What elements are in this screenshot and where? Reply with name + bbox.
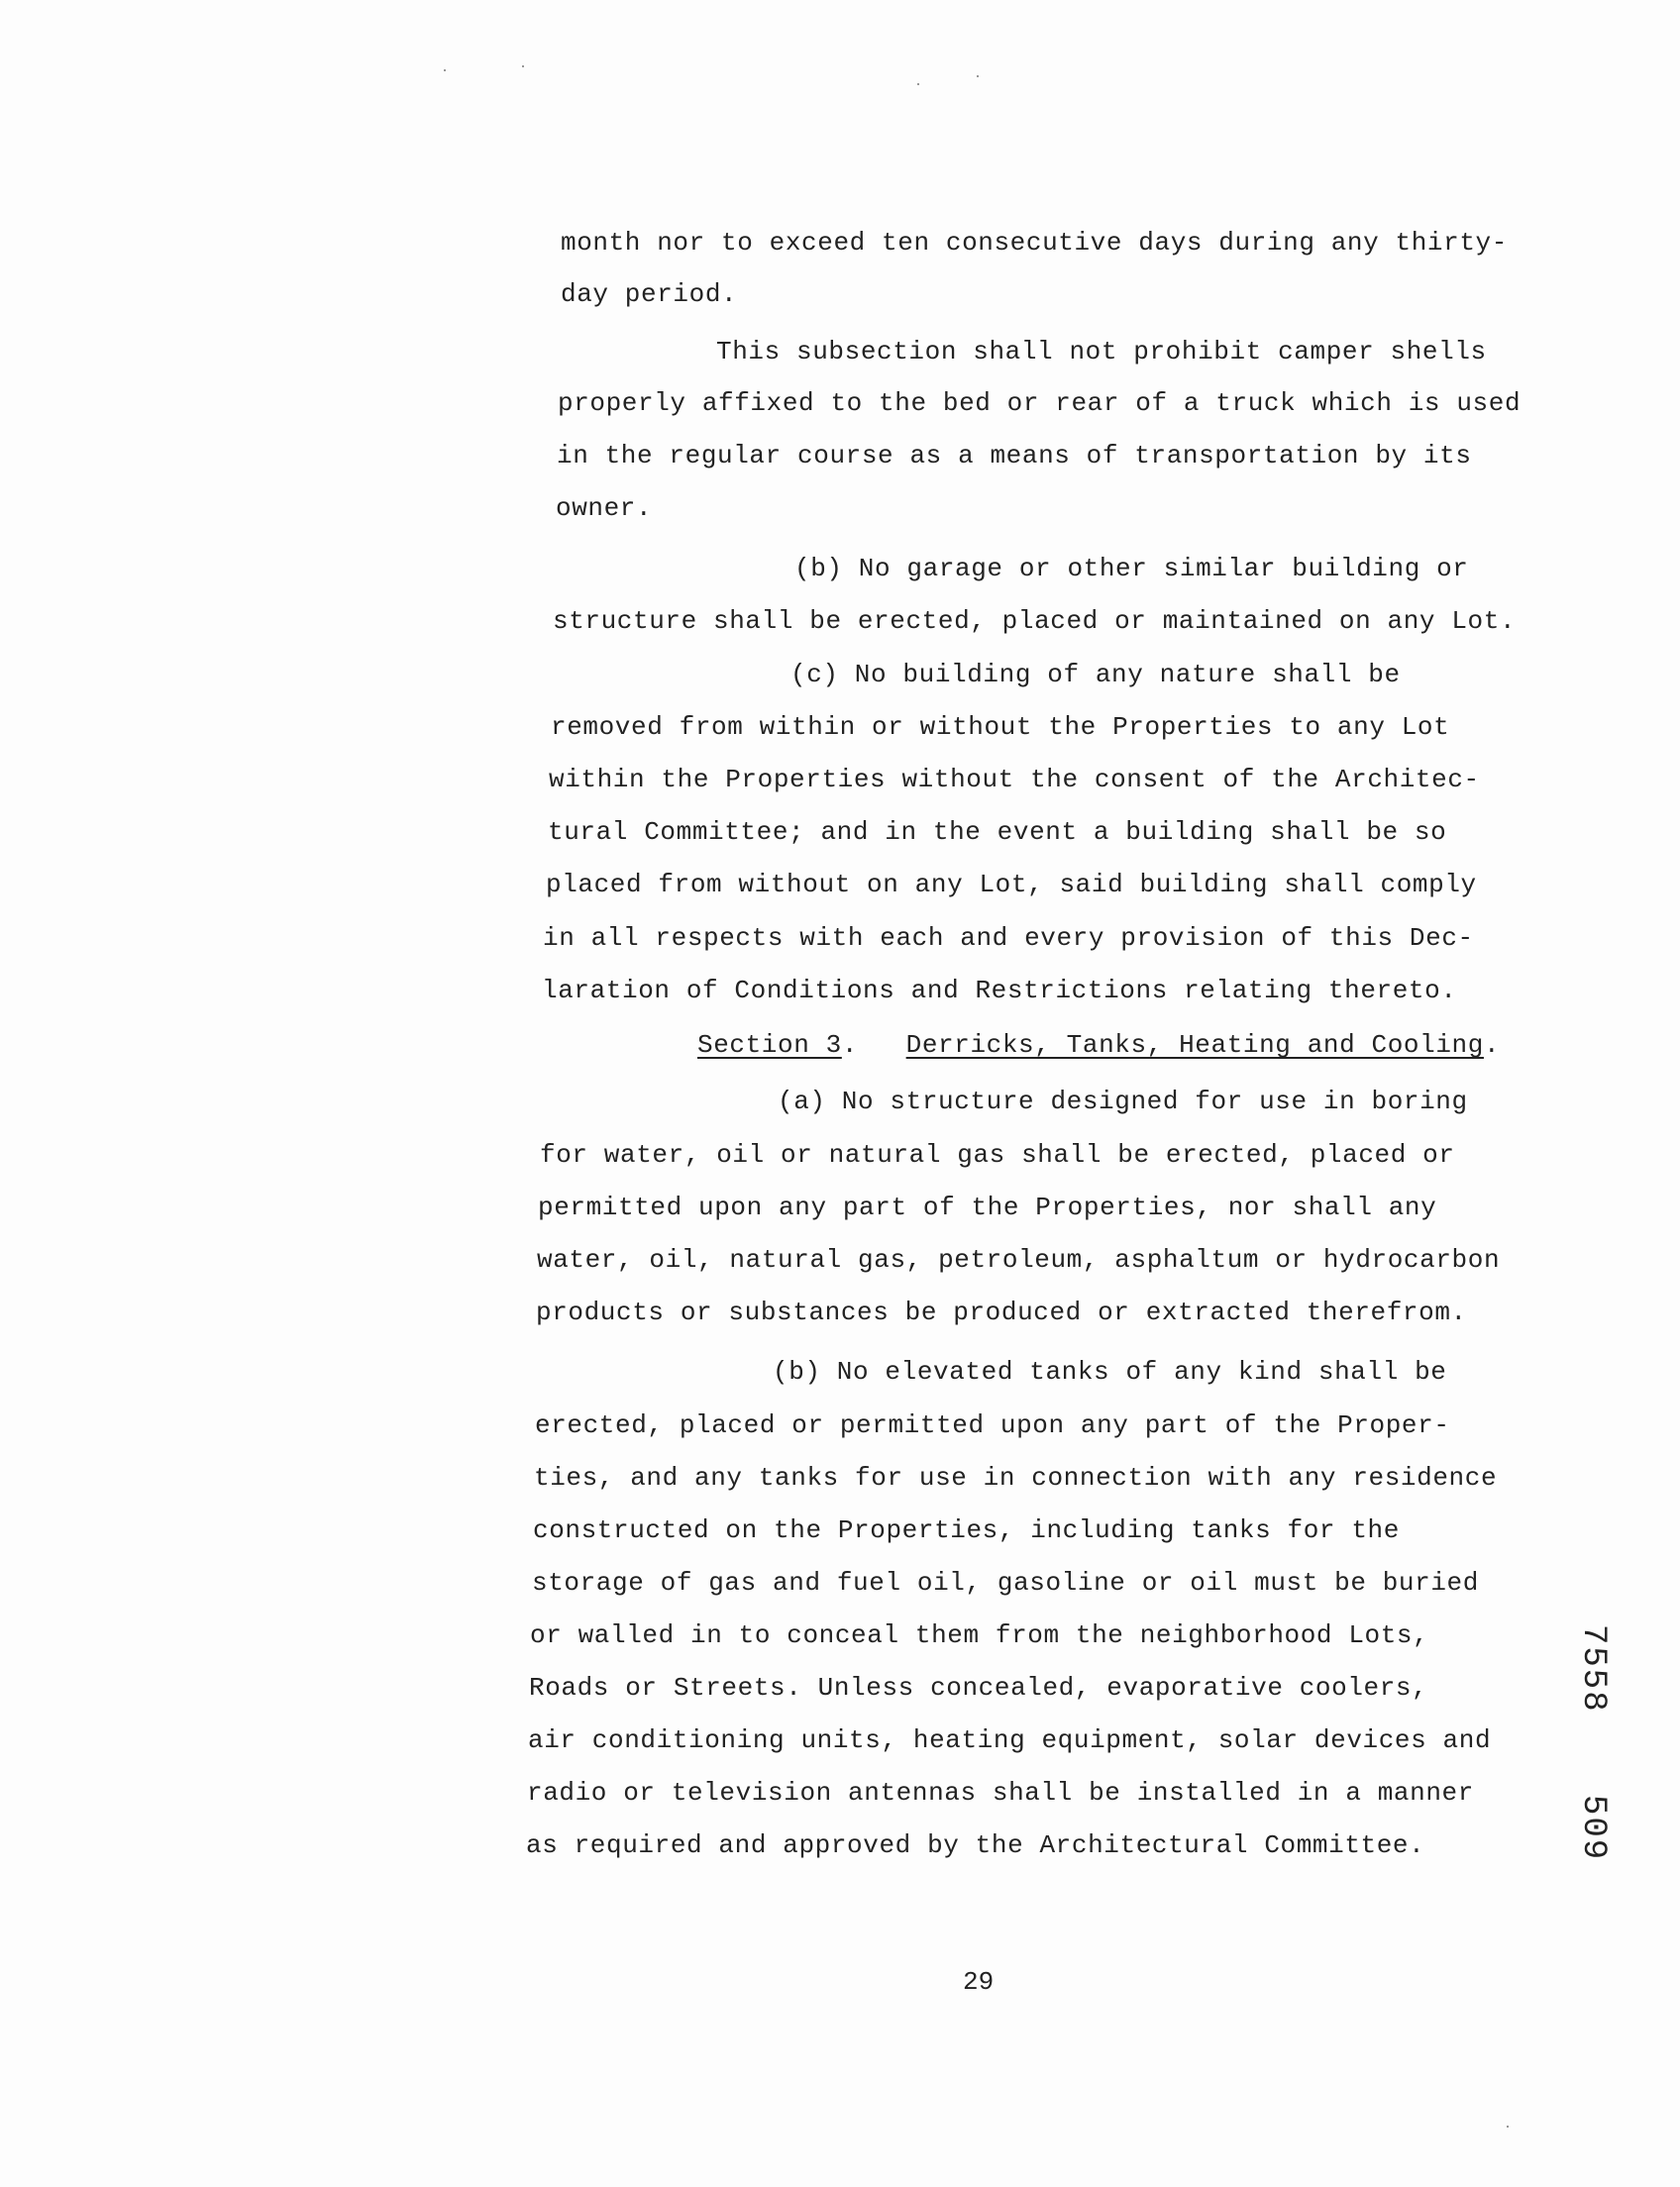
- text-line: month nor to exceed ten consecutive days during any thirty-: [561, 228, 1508, 258]
- text-line: water, oil, natural gas, petroleum, asphaltum or hydrocarbon: [537, 1245, 1501, 1275]
- text-line: in all respects with each and every provision of this Dec-: [543, 923, 1474, 953]
- text-line: for water, oil or natural gas shall be erected, placed or: [540, 1140, 1455, 1170]
- text-line: within the Properties without the consent of the Architec-: [549, 765, 1480, 794]
- section-label-period: .: [841, 1030, 859, 1060]
- text-line: laration of Conditions and Restrictions relating thereto.: [542, 976, 1457, 1005]
- text-line: Roads or Streets. Unless concealed, evaporative coolers,: [529, 1673, 1428, 1703]
- book-page-number: 509: [1574, 1795, 1612, 1862]
- text-line: placed from without on any Lot, said building shall comply: [546, 870, 1477, 899]
- page-number: 29: [963, 1967, 995, 1997]
- text-line: constructed on the Properties, including tanks for the: [533, 1515, 1400, 1545]
- text-line: permitted upon any part of the Properties, nor shall any: [538, 1193, 1437, 1222]
- text-line: ties, and any tanks for use in connection with any residence: [534, 1463, 1498, 1493]
- text-line: erected, placed or permitted upon any part of the Proper-: [535, 1410, 1450, 1440]
- text-line: properly affixed to the bed or rear of a truck which is used: [558, 388, 1522, 418]
- text-line: as required and approved by the Architectural Committee.: [526, 1830, 1425, 1860]
- text-line: (b) No elevated tanks of any kind shall be: [773, 1357, 1447, 1387]
- text-line: removed from within or without the Properties to any Lot: [551, 712, 1450, 742]
- section-label: Section 3: [697, 1030, 842, 1060]
- section-title: Derricks, Tanks, Heating and Cooling: [905, 1030, 1484, 1060]
- scan-speck: [977, 75, 979, 77]
- text-line: structure shall be erected, placed or maintained on any Lot.: [553, 606, 1517, 636]
- text-line: (c) No building of any nature shall be: [790, 660, 1401, 689]
- text-line: day period.: [561, 279, 738, 309]
- text-line: This subsection shall not prohibit camper shells: [716, 337, 1487, 366]
- scan-speck: [444, 69, 446, 71]
- section-title-period: .: [1483, 1030, 1501, 1060]
- text-line: products or substances be produced or extracted therefrom.: [536, 1298, 1467, 1327]
- text-line: (a) No structure designed for use in boring: [778, 1087, 1468, 1116]
- scan-speck: [1507, 2126, 1509, 2128]
- text-line: storage of gas and fuel oil, gasoline or oil must be buried: [532, 1568, 1479, 1598]
- section-heading: [697, 1028, 1500, 1062]
- text-line: or walled in to conceal them from the neighborhood Lots,: [530, 1620, 1429, 1650]
- text-line: in the regular course as a means of transportation by its: [557, 441, 1472, 470]
- scan-speck: [917, 83, 919, 85]
- book-number: 7558: [1574, 1624, 1612, 1714]
- text-line: owner.: [556, 493, 653, 523]
- text-line: air conditioning units, heating equipment, solar devices and: [528, 1725, 1492, 1755]
- text-line: radio or television antennas shall be installed in a manner: [527, 1778, 1474, 1808]
- text-line: (b) No garage or other similar building or: [794, 554, 1469, 583]
- text-line: tural Committee; and in the event a building shall be so: [548, 817, 1447, 847]
- scan-speck: [522, 65, 524, 67]
